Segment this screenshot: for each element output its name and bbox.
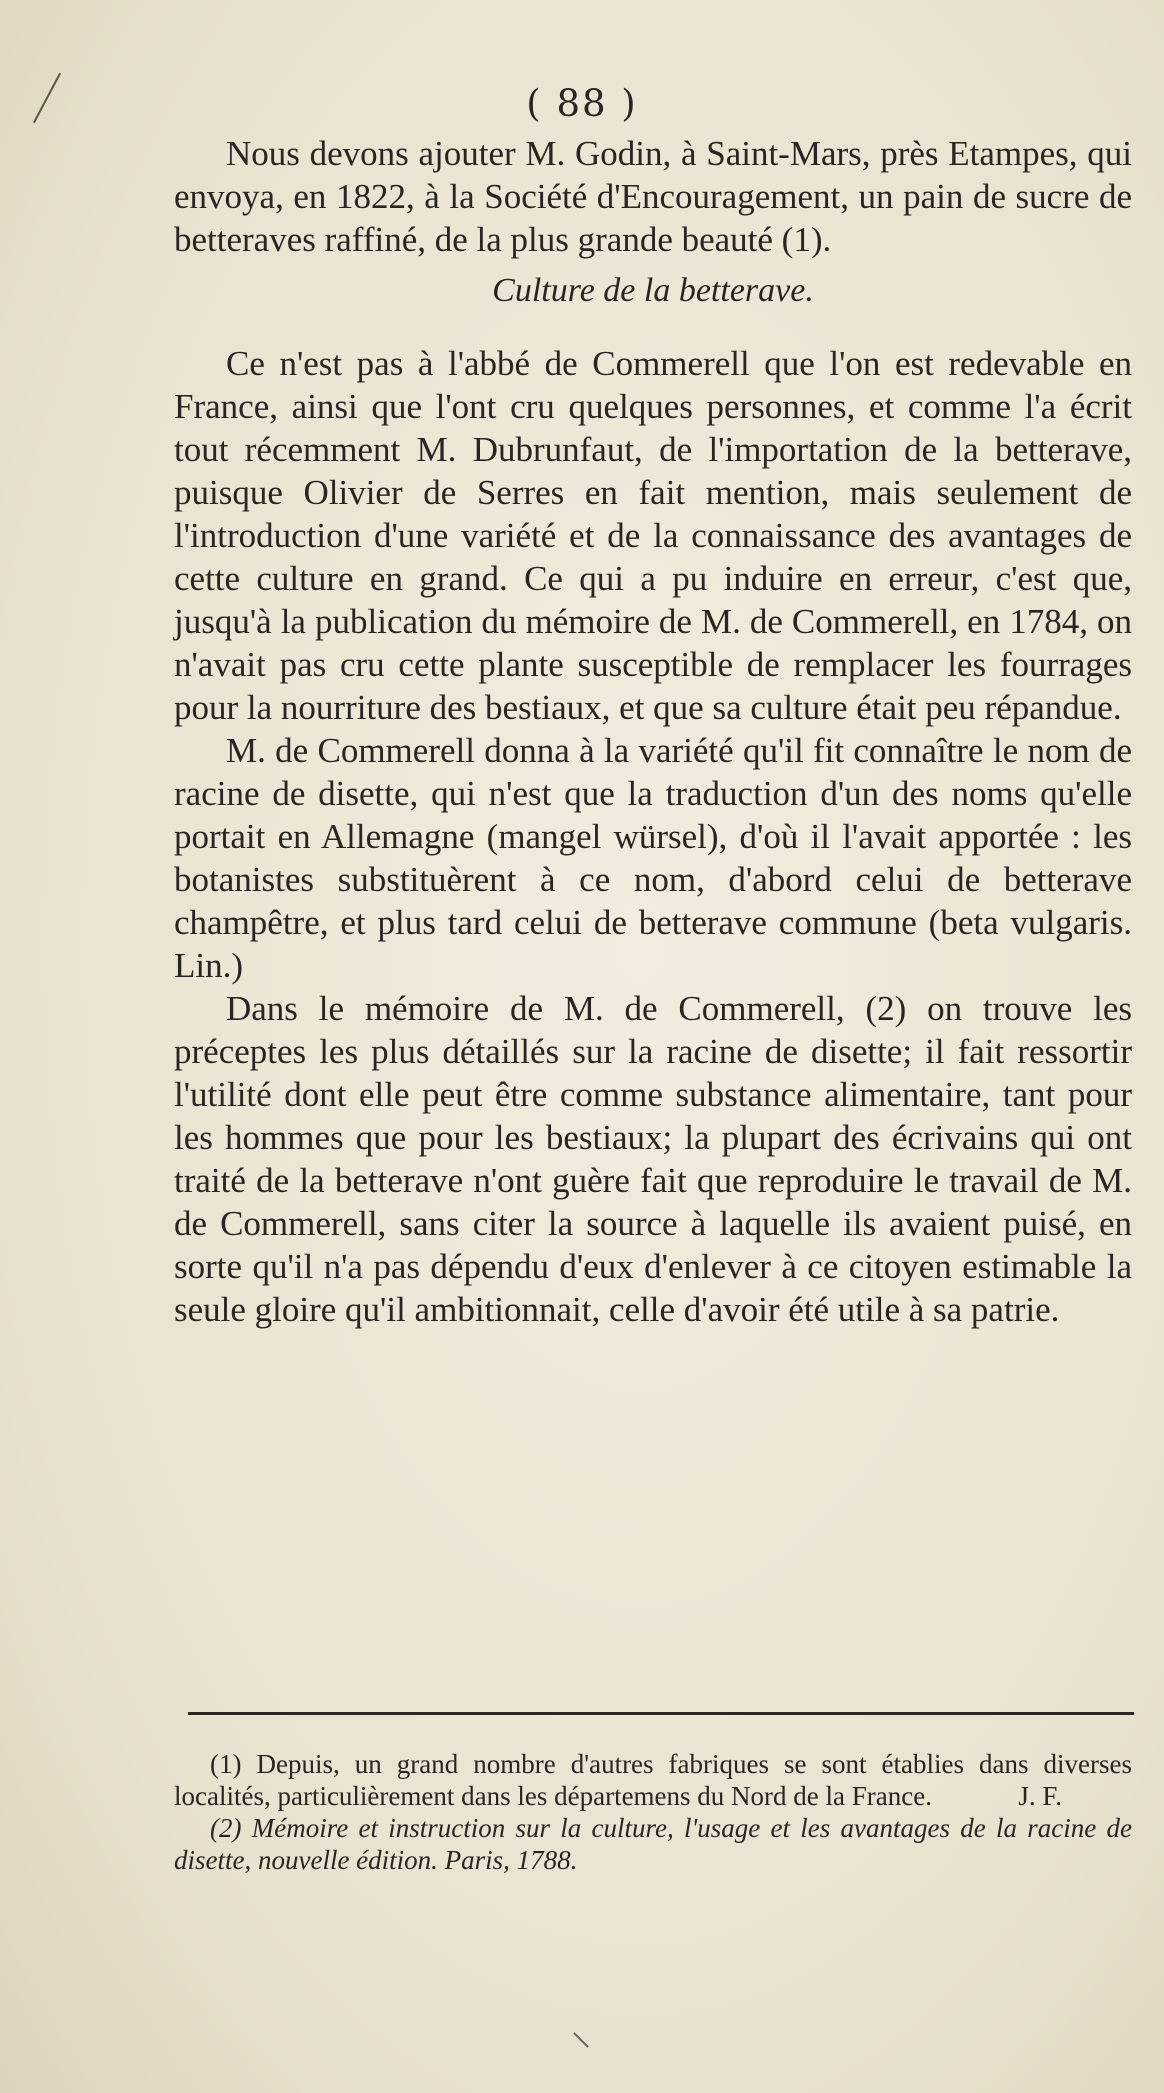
footnote-1	[174, 1748, 1132, 1812]
footnote-2: (2) Mémoire et instruction sur la culture, l'usage et les avantages de la racine de disette, nouvelle édition. Paris, 1788.	[174, 1813, 1132, 1875]
page-number: ( 88 )	[526, 82, 638, 125]
paragraph-3: M. de Commerell donna à la variété qu'il fit connaître le nom de racine de disette, qui n'est que la traduction d'un des noms qu'elle portait en Allemagne (mangel würsel), d'où il l'avait apportée : les botanistes substituèrent à ce nom, d'abord celui de betterave champêtre, et plus tard celui de betterave commune (beta vulgaris. Lin.)	[174, 731, 1132, 985]
main-text	[174, 132, 1132, 1331]
paragraph-4: Dans le mémoire de M. de Commerell, (2) on trouve les préceptes les plus détaillés sur la racine de disette; il fait ressortir l'utilité dont elle peut être comme substance alimentaire, tant pour les hommes que pour les bestiaux; la plupart des écrivains qui ont traité de la betterave n'ont guère fait que reproduire le travail de M. de Commerell, sans citer la source à laquelle ils avaient puisé, en sorte qu'il n'a pas dépendu d'eux d'enlever à ce citoyen estimable la seule gloire qu'il ambitionnait, celle d'avoir été utile à sa patrie.	[174, 989, 1132, 1329]
page-blemish	[573, 2032, 589, 2048]
footnote-1-text: (1) Depuis, un grand nombre d'autres fabriques se sont établies dans diverses localités, particulièrement dans les départemens du Nord de la France.	[174, 1749, 1132, 1811]
paragraph-2: Ce n'est pas à l'abbé de Commerell que l'on est redevable en France, ainsi que l'ont cru quelques personnes, et comme l'a écrit tout récemment M. Dubrunfaut, de l'importation de la betterave, puisque Olivier de Serres en fait mention, mais seulement de l'introduction d'une variété et de la connaissance des avantages de cette culture en grand. Ce qui a pu induire en erreur, c'est que, jusqu'à la publication du mémoire de M. de Commerell, en 1784, on n'avait pas cru cette plante susceptible de remplacer les fourrages pour la nourriture des bestiaux, et que sa culture était peu répandue.	[174, 344, 1132, 727]
footnotes	[174, 1748, 1132, 1876]
paragraph-1: Nous devons ajouter M. Godin, à Saint-Mars, près Etampes, qui envoya, en 1822, à la Société d'Encouragement, un pain de sucre de betteraves raffiné, de la plus grande beauté (1).	[174, 134, 1132, 259]
section-heading: Culture de la betterave.	[492, 272, 814, 309]
footnote-1-signature: J. F.	[1018, 1781, 1062, 1811]
footnote-divider	[188, 1712, 1134, 1715]
